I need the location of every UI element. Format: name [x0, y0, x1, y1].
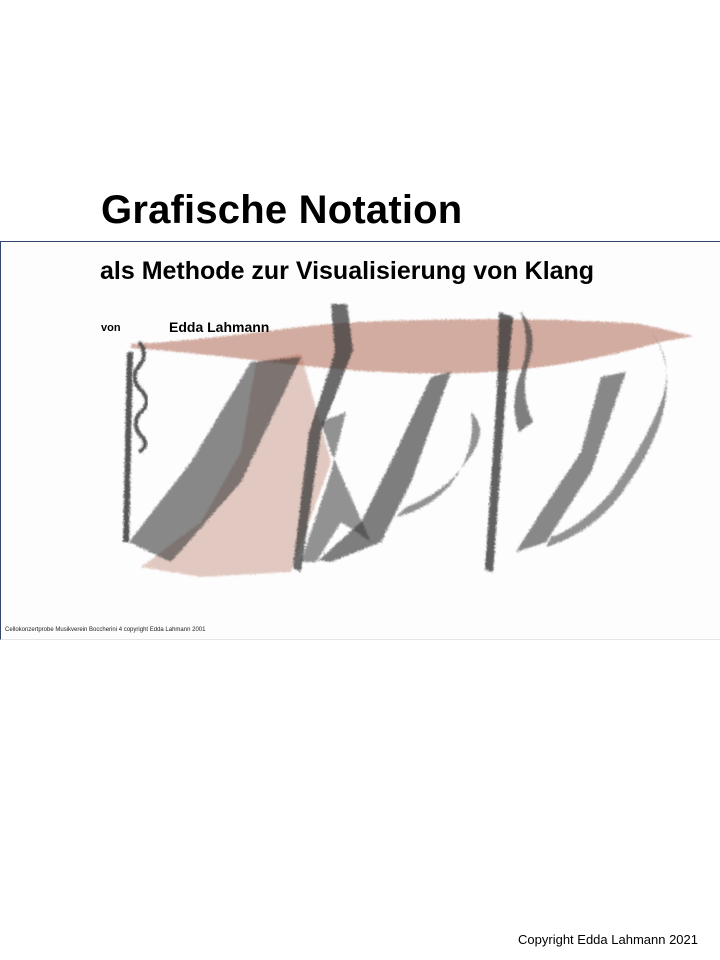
copyright-footer: Copyright Edda Lahmann 2021 [518, 932, 698, 947]
graphic-notation-drawing [1, 242, 720, 640]
graphite-stem-1 [123, 352, 133, 542]
artwork-caption: Cellokonzertprobe Musikverein Boccherini 4 copyright Edda Lahmann 2001 [5, 627, 206, 633]
slide-subtitle: als Methode zur Visualisierung von Klang [100, 257, 595, 285]
graphite-diagonal-3 [319, 372, 451, 562]
artwork-image [0, 241, 720, 640]
by-label: von [101, 322, 121, 334]
author-name: Edda Lahmann [169, 319, 270, 335]
graphite-diagonal-5 [516, 372, 626, 552]
graphite-wave-1 [134, 342, 146, 452]
graphite-wave-5 [546, 332, 667, 547]
slide-title: Grafische Notation [101, 188, 463, 232]
